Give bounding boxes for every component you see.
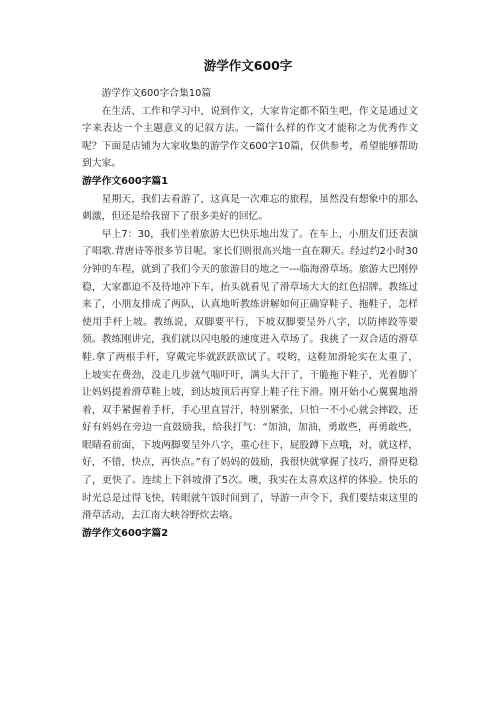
intro-paragraph: 在生活、工作和学习中，说到作文，大家肯定都不陌生吧，作文是通过文字来表达一个主题意义的记叙方法。一篇什么样的作文才能称之为优秀作文呢？下面是店铺为大家收集的游学作文600字10篇，仅供参考，希望能够帮助到大家。 [82,105,418,170]
document-subtitle: 游学作文600字合集10篇 [101,88,212,99]
section-1-heading: 游学作文600字篇1 [82,175,169,187]
section-2-heading: 游学作文600字篇2 [82,527,169,539]
document-title: 游学作文600字 [203,58,293,73]
section-1-paragraph-1: 星期天，我们去看游了，这真是一次难忘的旅程，虽然没有想象中的那么刺激，但还是给我留下了很多美好的回忆。 [82,193,418,223]
section-1-paragraph-2: 早上7：30，我们坐着旅游大巴快乐地出发了。在车上，小朋友们还表演了唱歌.背唐诗等很多节目呢。家长们则很高兴地一直在聊天。经过约2小时30分钟的车程，就到了我们今天的旅游目的地之一---临海滑草场。旅游大巴刚停稳，大家都迫不及待地冲下车，抬头就看见了滑草场大大的红色招牌。教练过来了，小朋友排成了两队，认真地听教练讲解如何正确穿鞋子、拖鞋子，怎样使用手杆上坡。教练说，双脚要平行，下坡双脚要呈外八字，以防摔跤等要领。教练刚讲完，我们就以闪电般的速度进入草场了。我挑了一双合适的滑草鞋.拿了两根手杆，穿戴完毕就跃跃欲试了。哎哟，这鞋加滑轮实在太重了，上坡实在费劲，没走几步就气喘吁吁，满头大汗了，干脆拖下鞋子，光着脚丫让妈妈提着滑草鞋上坡，到达坡顶后再穿上鞋子往下滑。刚开始小心翼翼地滑着，双手紧握着手杆，手心里直冒汗，特别紧张，只怕一不小心就会摔跤，还好有妈妈在旁边一直鼓励我，给我打气：“加油，加油，勇敢些，再勇敢些，眼睛看前面，下坡两脚要呈外八字，重心往下，屁股蹲下点哦，对，就这样，好，不错，快点，再快点。”有了妈妈的鼓励，我很快就掌握了技巧，滑得更稳了，更快了。连续上下斜坡滑了5次。噢，我实在太喜欢这样的体验。快乐的时光总是过得飞快，转眼就午饭时间到了，导游一声令下，我们要结束这里的滑草活动，去江南大峡谷野炊去咯。 [82,228,418,522]
document-body [82,85,418,542]
